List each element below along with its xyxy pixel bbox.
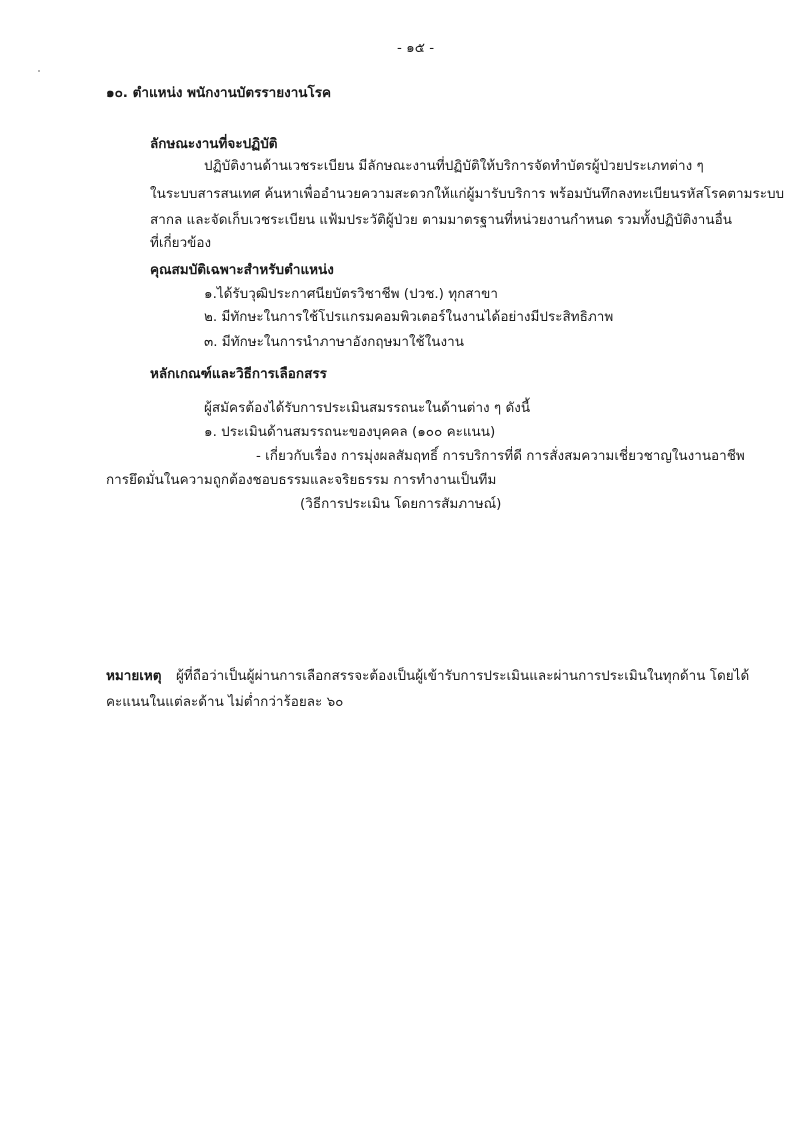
selection-heading: หลักเกณฑ์และวิธีการเลือกสรร: [150, 366, 327, 382]
job-description-line: ในระบบสารสนเทศ ค้นหาเพื่ออำนวยความสะดวกให้แก่ผู้มารับบริการ พร้อมบันทึกลงทะเบียนรหัสโรคตามระบบ: [150, 186, 785, 202]
job-description-line: ที่เกี่ยวข้อง: [150, 235, 212, 251]
qualification-item: ๑.ได้รับวุฒิประกาศนียบัตรวิชาชีพ (ปวช.) ทุกสาขา: [204, 286, 498, 302]
job-description-heading: ลักษณะงานที่จะปฏิบัติ: [150, 136, 278, 152]
selection-intro: ผู้สมัครต้องได้รับการประเมินสมรรถนะในด้านต่าง ๆ ดังนี้: [204, 400, 531, 416]
note-text: ผู้ที่ถือว่าเป็นผู้ผ่านการเลือกสรรจะต้องเป็นผู้เข้ารับการประเมินและผ่านการประเมินในทุกด้าน โดยได้: [176, 668, 750, 684]
qualification-item: ๓. มีทักษะในการนำภาษาอังกฤษมาใช้ในงาน: [204, 334, 464, 350]
page-number: - ๑๕ -: [397, 40, 435, 56]
selection-method: (วิธีการประเมิน โดยการสัมภาษณ์): [300, 496, 502, 512]
selection-detail: การยึดมั่นในความถูกต้องชอบธรรมและจริยธรรม การทำงานเป็นทีม: [106, 472, 497, 488]
selection-detail: - เกี่ยวกับเรื่อง การมุ่งผลสัมฤทธิ์ การบริการที่ดี การสั่งสมความเชี่ยวชาญในงานอาชีพ: [256, 448, 745, 464]
qualification-item: ๒. มีทักษะในการใช้โปรแกรมคอมพิวเตอร์ในงานได้อย่างมีประสิทธิภาพ: [204, 309, 614, 325]
note-label: หมายเหตุ: [106, 668, 162, 684]
job-description-line: ปฏิบัติงานด้านเวชระเบียน มีลักษณะงานที่ปฏิบัติให้บริการจัดทำบัตรผู้ป่วยประเภทต่าง ๆ: [204, 158, 704, 174]
scan-speck: [38, 70, 40, 72]
selection-item: ๑. ประเมินด้านสมรรถนะของบุคคล (๑๐๐ คะแนน): [204, 424, 496, 440]
job-description-line: สากล และจัดเก็บเวชระเบียน แฟ้มประวัติผู้ป่วย ตามมาตรฐานที่หน่วยงานกำหนด รวมทั้งปฏิบัติงานอื่น: [150, 212, 732, 228]
note-text: คะแนนในแต่ละด้าน ไม่ต่ำกว่าร้อยละ ๖๐: [106, 694, 344, 710]
qualifications-heading: คุณสมบัติเฉพาะสำหรับตำแหน่ง: [150, 262, 334, 278]
position-heading: ๑๐. ตำแหน่ง พนักงานบัตรรายงานโรค: [106, 85, 332, 101]
